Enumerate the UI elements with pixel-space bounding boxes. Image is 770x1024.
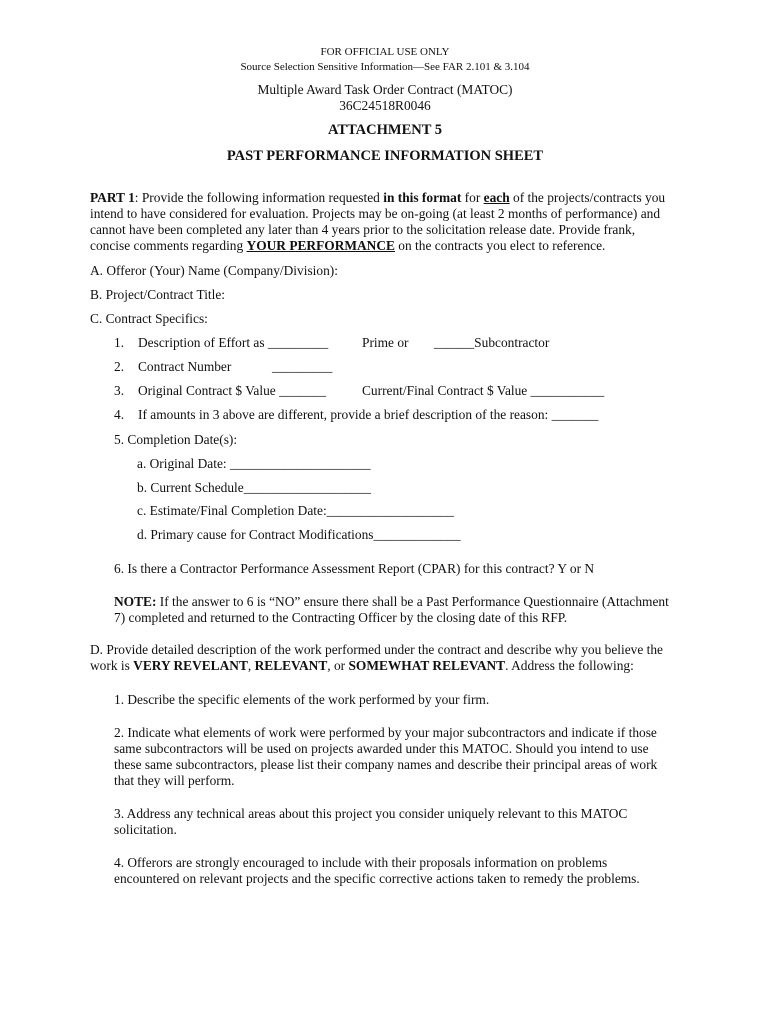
contract-number-blank: _________: [272, 359, 333, 374]
note-line1: [114, 594, 669, 610]
sheet-title: PAST PERFORMANCE INFORMATION SHEET: [226, 148, 544, 164]
d-item2-line2: same subcontractors will be used on projects awarded under this MATOC. Should you intend to use: [114, 741, 649, 756]
original-date-field: a. Original Date: _____________________: [137, 456, 371, 471]
d-item3-line2: solicitation.: [114, 822, 177, 837]
contract-number: 36C24518R0046: [339, 98, 431, 113]
part1-line4: [90, 238, 605, 254]
d-item4-line1: 4. Offerors are strongly encouraged to include with their proposals information on problems: [114, 855, 608, 870]
cpar-question: 6. Is there a Contractor Performance Assessment Report (CPAR) for this contract? Y or N: [114, 561, 595, 576]
modification-cause-field: d. Primary cause for Contract Modifications_____________: [137, 527, 461, 542]
item4-number: 4.: [114, 407, 125, 422]
part1-text: of the projects/contracts you: [509, 190, 666, 205]
subcontractor-option: ______Subcontractor: [434, 335, 550, 350]
final-completion-date-field: c. Estimate/Final Completion Date:___________________: [137, 503, 454, 518]
part1-text: : Provide the following information requested: [134, 190, 384, 205]
relevant-emphasis: RELEVANT: [254, 658, 328, 673]
d-item2-line1: 2. Indicate what elements of work were performed by your major subcontractors and indicate if those: [114, 725, 657, 740]
offeror-name-field: A. Offeror (Your) Name (Company/Division):: [90, 263, 338, 278]
contract-title: Multiple Award Task Order Contract (MATOC): [257, 82, 513, 97]
current-schedule-field: b. Current Schedule___________________: [137, 480, 371, 495]
original-value-field: Original Contract $ Value _______: [138, 383, 326, 398]
part1-line3: cannot have been completed any later than 4 years prior to the solicitation release date. Provide frank,: [90, 222, 636, 237]
section-d-text: . Address the following:: [505, 658, 634, 673]
d-item1: 1. Describe the specific elements of the work performed by your firm.: [114, 692, 490, 707]
completion-dates-heading: 5. Completion Date(s):: [114, 432, 238, 447]
note-label: NOTE:: [114, 594, 157, 609]
amount-difference-field: If amounts in 3 above are different, provide a brief description of the reason: _______: [138, 407, 599, 422]
part1-text: concise comments regarding: [90, 238, 247, 253]
item1-number: 1.: [114, 335, 125, 350]
contract-specifics-heading: C. Contract Specifics:: [90, 311, 208, 326]
d-item4-line2: encountered on relevant projects and the specific corrective actions taken to remedy the problems.: [114, 871, 640, 886]
prime-option: Prime or: [362, 335, 409, 350]
d-item3-line1: 3. Address any technical areas about this project you consider uniquely relevant to this MATOC: [114, 806, 628, 821]
description-of-effort-field: Description of Effort as _________: [138, 335, 329, 350]
part1-text: on the contracts you elect to reference.: [394, 238, 606, 253]
part1-label: PART 1: [90, 190, 135, 205]
part1-emphasis: in this format: [383, 190, 462, 205]
section-d-text: work is: [90, 658, 134, 673]
current-value-field: Current/Final Contract $ Value ___________: [362, 383, 605, 398]
d-item2-line3: these same subcontractors, please list their company names and describe their principal areas of work: [114, 757, 658, 772]
note-text: If the answer to 6 is “NO” ensure there shall be a Past Performance Questionnaire (Attachment: [156, 594, 669, 609]
section-d-text: ,: [247, 658, 255, 673]
part1-line2: intend to have considered for evaluation. Projects may be on-going (at least 2 months of performance) and: [90, 206, 661, 221]
part1-text: for: [461, 190, 484, 205]
section-d-text: , or: [327, 658, 349, 673]
item2-number: 2.: [114, 359, 125, 374]
official-use-banner: FOR OFFICIAL USE ONLY: [320, 46, 450, 58]
d-item2-line4: that they will perform.: [114, 773, 235, 788]
project-title-field: B. Project/Contract Title:: [90, 287, 226, 302]
note-line2: 7) completed and returned to the Contracting Officer by the closing date of this RFP.: [114, 610, 568, 625]
part1-each: each: [483, 190, 510, 205]
part1-line1: [90, 190, 665, 206]
very-relevant-emphasis: VERY REVELANT: [133, 658, 248, 673]
section-d-line1: D. Provide detailed description of the work performed under the contract and describe why you believe the: [90, 642, 663, 657]
sensitivity-notice: Source Selection Sensitive Information—See FAR 2.101 & 3.104: [240, 61, 530, 73]
section-d-line2: [90, 658, 634, 674]
contract-number-label: Contract Number: [138, 359, 232, 374]
attachment-heading: ATTACHMENT 5: [328, 122, 442, 138]
somewhat-relevant-emphasis: SOMEWHAT RELEVANT: [348, 658, 506, 673]
item3-number: 3.: [114, 383, 125, 398]
your-performance-emphasis: YOUR PERFORMANCE: [246, 238, 395, 253]
